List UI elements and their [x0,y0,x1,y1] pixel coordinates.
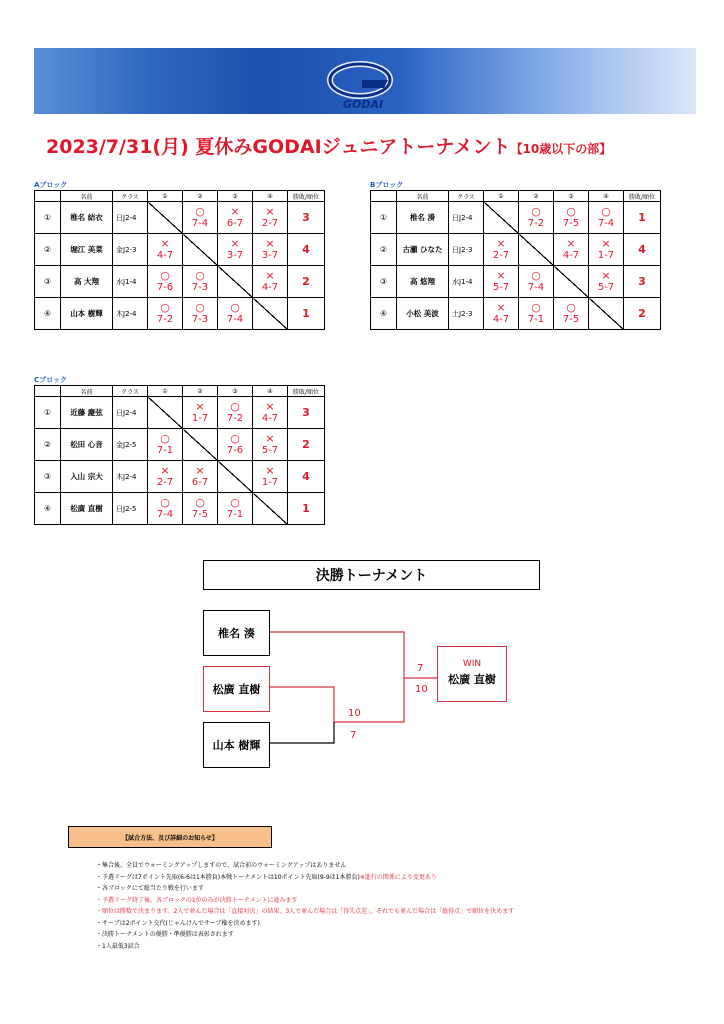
match-score: 7-2 [527,217,545,229]
match-score: 1-7 [597,249,615,261]
final-score-bottom: 10 [415,684,428,695]
winner-name: 松廣 直樹 [448,673,496,686]
player-name: 高 大翔 [61,266,113,298]
match-score: 4-7 [261,412,279,424]
match-score: 6-7 [226,217,244,229]
column-header: 名前 [61,386,113,397]
win-mark: ○ [230,431,240,445]
row-number: ④ [35,298,61,330]
row-number: ③ [35,461,61,493]
match-score: 3-7 [226,249,244,261]
notice-list [96,860,514,952]
rank: 3 [288,397,325,429]
match-score: 3-7 [261,249,279,261]
match-score: 7-4 [527,281,545,293]
rank: 2 [288,266,325,298]
rank: 2 [624,298,661,330]
match-score: 7-6 [156,281,174,293]
loss-mark: × [230,236,240,250]
winner-box [437,646,507,702]
rank: 3 [288,202,325,234]
notice-text: ・順位は勝数で決まります。2人で並んだ場合は「直接対決」の結果、3人で並んだ場合は「得失点差」、それでも並んだ場合は「総得点」で順位を決めます [96,908,515,915]
player-class: 金J2-5 [113,429,148,461]
finals-player-3: 山本 樹輝 [203,722,270,768]
match-score: 5-7 [597,281,615,293]
match-score: 4-7 [156,249,174,261]
win-mark: ○ [195,204,205,218]
notice-text: ・予選リーグ終了後、各ブロックの1位のみが決勝トーナメントに進みます [96,896,298,904]
rank: 4 [624,234,661,266]
win-mark: ○ [160,431,170,445]
column-header: クラス [449,191,484,202]
row-number: ② [371,234,397,266]
column-header: ① [148,191,183,202]
notice-text: ・集合後、全員でウォーミングアップしますので、試合前のウォーミングアップはありません [96,862,347,869]
player-name: 入山 宗大 [61,461,113,493]
match-score: 6-7 [191,476,209,488]
loss-mark: × [265,236,275,250]
logo-text: GODAI [342,98,384,111]
row-number: ① [35,397,61,429]
win-label: WIN [462,659,482,669]
row-number: ① [35,202,61,234]
column-header: ④ [589,191,624,202]
match-score: 7-5 [191,508,209,520]
player-name: 小松 美波 [397,298,449,330]
player-name: 松田 心音 [61,429,113,461]
win-mark: ○ [160,268,170,282]
match-score: 2-7 [261,217,279,229]
loss-mark: × [496,268,506,282]
loss-mark: × [265,431,275,445]
match-score: 1-7 [261,476,279,488]
row-number: ① [371,202,397,234]
player-name: 椎名 湊 [397,202,449,234]
column-header: 勝敗/順位 [624,191,661,202]
row-number: ④ [35,493,61,525]
column-header: ② [183,386,218,397]
loss-mark: × [195,399,205,413]
win-mark: ○ [160,495,170,509]
match-score: 7-5 [562,313,580,325]
notice-text: ・予選リーグは7ポイント先取(6-6は1本勝負)本戦トーナメントは10ポイント先取(9-9は1本勝負) [96,873,360,881]
player-name: 山本 樹輝 [61,298,113,330]
column-header: ③ [218,191,253,202]
notice-extra: ※進行の関係により変更あり [359,873,437,881]
win-mark: ○ [531,300,541,314]
player-name: 古瀬 ひなた [397,234,449,266]
win-mark: ○ [566,204,576,218]
match-score: 2-7 [156,476,174,488]
notice-line [96,872,514,884]
notice-text: ・1人最低3試合 [96,942,140,950]
block-label: Aブロック [34,181,68,189]
finals-player-1: 椎名 湊 [203,610,270,656]
semi-score-top: 10 [348,708,361,719]
win-mark: ○ [160,300,170,314]
column-header: ① [148,386,183,397]
row-number: ② [35,234,61,266]
notice-line [96,883,514,895]
match-score: 4-7 [261,281,279,293]
player-class: 日J2-3 [449,234,484,266]
block-label: Bブロック [370,181,404,189]
match-score: 7-5 [562,217,580,229]
loss-mark: × [265,204,275,218]
player-class: 日J2-5 [113,493,148,525]
win-mark: ○ [531,204,541,218]
column-header: ③ [554,191,589,202]
rank: 4 [288,461,325,493]
match-score: 7-1 [527,313,545,325]
match-score: 2-7 [492,249,510,261]
notice-line [96,929,514,941]
match-score: 5-7 [261,444,279,456]
loss-mark: × [230,204,240,218]
semi-score-bottom: 7 [350,730,357,741]
player-class: 水J1-4 [113,266,148,298]
match-score: 7-2 [156,313,174,325]
column-header: クラス [113,386,148,397]
notice-text: ・各ブロックにて総当たり戦を行います [96,885,204,892]
player-class: 木J2-4 [113,298,148,330]
notice-line [96,860,514,872]
notice-heading: 【試合方法、及び詳細のお知らせ】 [68,826,272,848]
player-name: 高 悠翔 [397,266,449,298]
loss-mark: × [160,463,170,477]
rank: 1 [624,202,661,234]
notice-line [96,918,514,930]
player-class: 日J2-4 [449,202,484,234]
player-class: 土J2-3 [449,298,484,330]
win-mark: ○ [230,495,240,509]
column-header: ④ [253,191,288,202]
row-number: ② [35,429,61,461]
column-header: ① [484,191,519,202]
column-header: 名前 [397,191,449,202]
loss-mark: × [265,463,275,477]
notice-line [96,906,514,918]
match-score: 7-6 [226,444,244,456]
loss-mark: × [566,236,576,250]
match-score: 4-7 [562,249,580,261]
row-number: ③ [371,266,397,298]
match-score: 7-4 [191,217,209,229]
notice-line [96,941,514,953]
win-mark: ○ [195,268,205,282]
player-class: 木J2-4 [113,461,148,493]
loss-mark: × [265,268,275,282]
win-mark: ○ [230,399,240,413]
player-class: 金J2-3 [113,234,148,266]
rank: 4 [288,234,325,266]
win-mark: ○ [531,268,541,282]
player-class: 日J2-4 [113,397,148,429]
match-score: 4-7 [492,313,510,325]
loss-mark: × [496,236,506,250]
loss-mark: × [195,463,205,477]
player-name: 椎名 結衣 [61,202,113,234]
match-score: 7-4 [226,313,244,325]
block-label: Cブロック [34,376,67,384]
finals-player-2: 松廣 直樹 [203,666,270,712]
column-header: ② [183,191,218,202]
column-header: ② [519,191,554,202]
player-class: 日J2-4 [113,202,148,234]
match-score: 7-3 [191,281,209,293]
match-score: 7-1 [156,444,174,456]
finals-title: 決勝トーナメント [203,560,540,590]
win-mark: ○ [195,495,205,509]
title-sub: 【10歳以下の部】 [510,142,612,156]
column-header: 名前 [61,191,113,202]
column-header: ③ [218,386,253,397]
player-name: 松廣 直樹 [61,493,113,525]
column-header: 勝敗/順位 [288,191,325,202]
notice-line [96,895,514,907]
title-main: 2023/7/31(月) 夏休みGODAIジュニアトーナメント [46,136,511,158]
match-score: 7-4 [597,217,615,229]
match-score: 5-7 [492,281,510,293]
rank: 3 [624,266,661,298]
win-mark: ○ [230,300,240,314]
loss-mark: × [265,399,275,413]
player-name: 近藤 慶弦 [61,397,113,429]
loss-mark: × [601,236,611,250]
notice-text: ・決勝トーナメントの優勝・準優勝は表彰されます [96,931,234,938]
row-number: ④ [371,298,397,330]
rank: 1 [288,298,325,330]
rank: 2 [288,429,325,461]
loss-mark: × [160,236,170,250]
match-score: 7-3 [191,313,209,325]
match-score: 1-7 [191,412,209,424]
match-score: 7-1 [226,508,244,520]
notice-text: ・サーブは2ポイント交代(じゃんけんでサーブ権を決めます) [96,919,260,927]
win-mark: ○ [195,300,205,314]
final-score-top: 7 [417,663,424,674]
column-header: クラス [113,191,148,202]
loss-mark: × [601,268,611,282]
rank: 1 [288,493,325,525]
player-name: 堀江 美菜 [61,234,113,266]
win-mark: ○ [566,300,576,314]
player-class: 水J1-4 [449,266,484,298]
column-header: 勝敗/順位 [288,386,325,397]
match-score: 7-4 [156,508,174,520]
match-score: 7-2 [226,412,244,424]
row-number: ③ [35,266,61,298]
column-header: ④ [253,386,288,397]
win-mark: ○ [601,204,611,218]
loss-mark: × [496,300,506,314]
